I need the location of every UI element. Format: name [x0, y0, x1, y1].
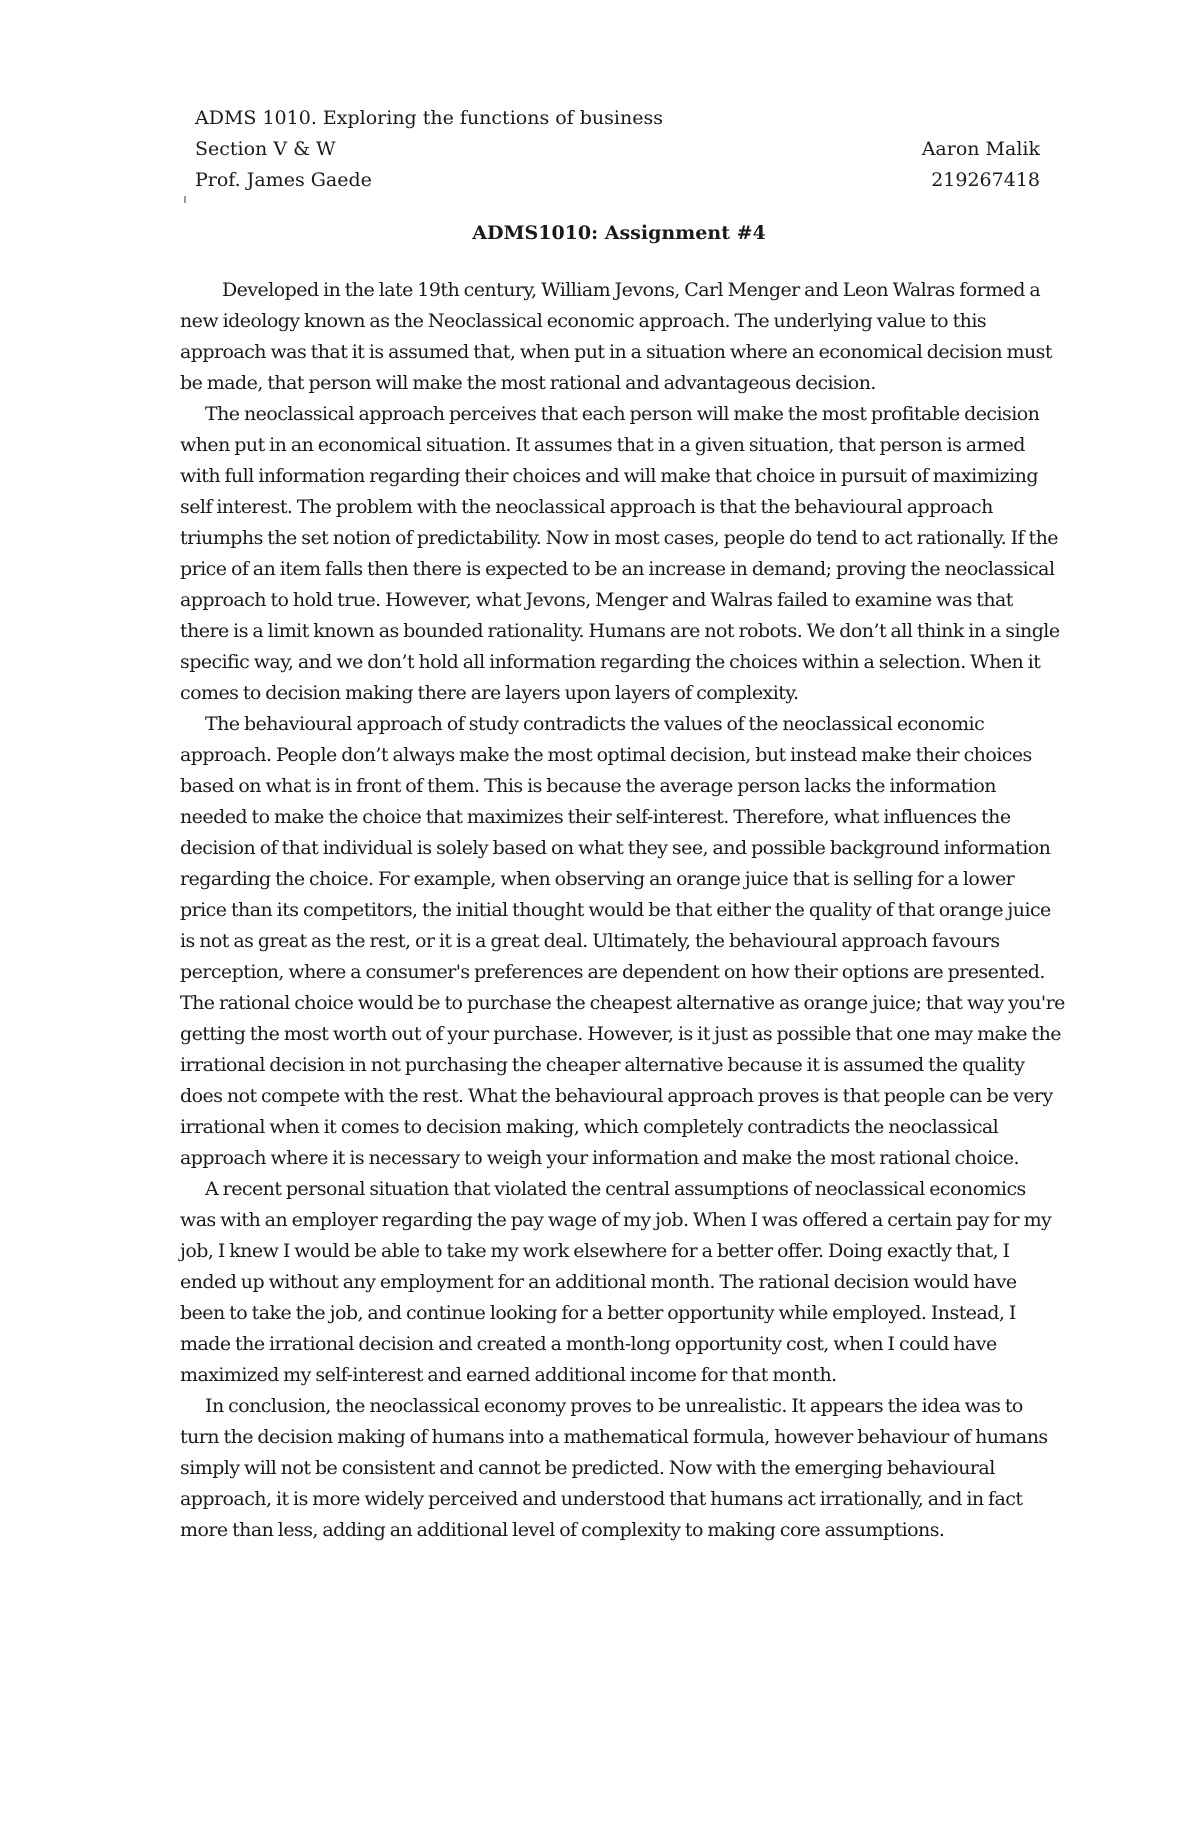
header-row-course: [195, 103, 1040, 134]
paragraph-neoclassical: The neoclassical approach perceives that each person will make the most profitable decision when put in an economical situation. It assumes that in a given situation, that person is armed with full information regarding their choices and will make that choice in pursuit of maximizing self interest. The problem with the neoclassical approach is that the behavioural approach triumphs the set notion of predictability. Now in most cases, people do tend to act rationally. If the price of an item falls then there is expected to be an increase in demand; proving the neoclassical approach to hold true. However, what Jevons, Menger and Walras failed to examine was that there is a limit known as bounded rationality. Humans are not robots. We don’t all think in a single specific way, and we don’t hold all information regarding the choices within a selection. When it comes to decision making there are layers upon layers of complexity.: [180, 403, 1060, 704]
paragraph-conclusion: In conclusion, the neoclassical economy proves to be unrealistic. It appears the idea was to turn the decision making of humans into a mathematical formula, however behaviour of humans simply will not be consistent and cannot be predicted. Now with the emerging behavioural approach, it is more widely perceived and understood that humans act irrationally, and in fact more than less, adding an additional level of complexity to making core assumptions.: [180, 1395, 1048, 1541]
student-name: Aaron Malik: [921, 138, 1040, 160]
course-section: Section V & W: [195, 138, 336, 160]
student-id: 219267418: [931, 169, 1040, 191]
professor-name: Prof. James Gaede: [195, 169, 372, 191]
header-row-section: [195, 134, 1040, 165]
margin-mark: [184, 196, 186, 203]
course-name: ADMS 1010. Exploring the functions of business: [195, 107, 663, 129]
paragraph-intro: Developed in the late 19th century, William Jevons, Carl Menger and Leon Walras formed a new ideology known as the Neoclassical economic approach. The underlying value to this approach was that it is assumed that, when put in a situation where an economical decision must be made, that person will make the most rational and advantageous decision.: [180, 279, 1052, 394]
paragraph-behavioural: The behavioural approach of study contradicts the values of the neoclassical economic approach. People don’t always make the most optimal decision, but instead make their choices based on what is in front of them. This is because the average person lacks the information needed to make the choice that maximizes their self-interest. Therefore, what influences the decision of that individual is solely based on what they see, and possible background information regarding the choice. For example, when observing an orange juice that is selling for a lower price than its competitors, the initial thought would be that either the quality of that orange juice is not as great as the rest, or it is a great deal. Ultimately, the behavioural approach favours perception, where a consumer's preferences are dependent on how their options are presented. The rational choice would be to purchase the cheapest alternative as orange juice; that way you're getting the most worth out of your purchase. However, is it just as possible that one may make the irrational decision in not purchasing the cheaper alternative because it is assumed the quality does not compete with the rest. What the behavioural approach proves is that people can be very irrational when it comes to decision making, which completely contradicts the neoclassical approach where it is necessary to weigh your information and make the most rational choice.: [180, 713, 1065, 1169]
document-title: ADMS1010: Assignment #4: [472, 222, 766, 244]
paragraph-personal-situation: A recent personal situation that violated the central assumptions of neoclassical economics was with an employer regarding the pay wage of my job. When I was offered a certain pay for my job, I knew I would be able to take my work elsewhere for a better offer. Doing exactly that, I ended up without any employment for an additional month. The rational decision would have been to take the job, and continue looking for a better opportunity while employed. Instead, I made the irrational decision and created a month-long opportunity cost, when I could have maximized my self-interest and earned additional income for that month.: [180, 1178, 1052, 1386]
header-row-professor: [195, 165, 1040, 196]
document-body: [180, 275, 1065, 1546]
document-header: [195, 103, 1040, 196]
